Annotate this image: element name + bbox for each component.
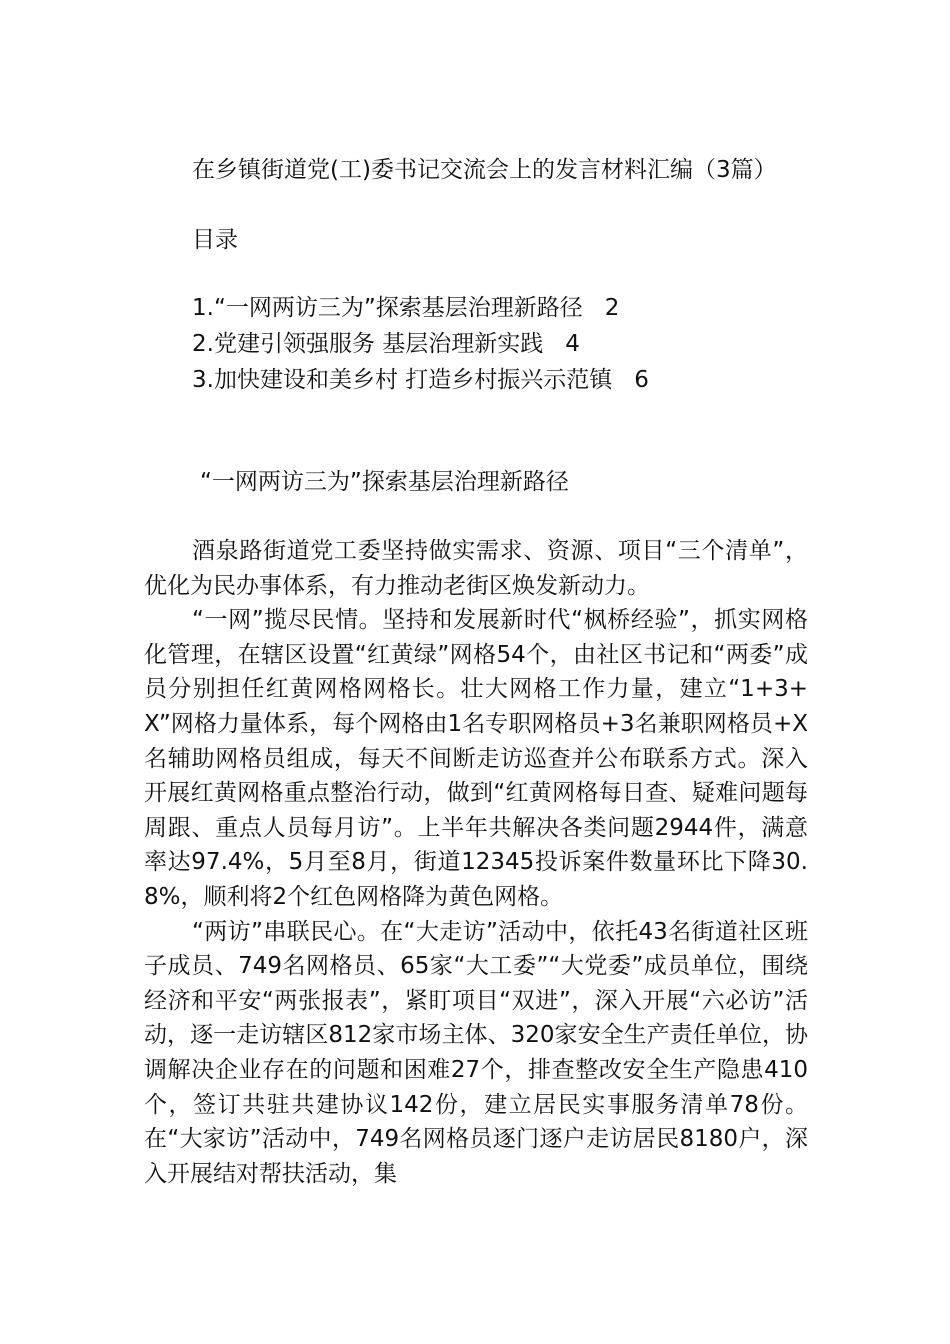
toc-item[interactable] [192,326,649,362]
toc-item-label: 1.“一网两访三为”探索基层治理新路径 [192,295,583,321]
toc-item[interactable] [192,362,649,398]
section-title: “一网两访三为”探索基层治理新路径 [200,469,569,495]
toc-item-page: 2 [604,295,620,321]
body-paragraph-one-network: “一网”揽尽民情。坚持和发展新时代“枫桥经验”，抓实网格化管理，在辖区设置“红黄绿”网格54个，由社区书记和“两委”成员分别担任红黄网格网格长。壮大网格工作力量，建立“1+3+X”网格力量体系，每个网格由1名专职网格员+3名兼职网格员+X名辅助网格员组成，每天不间断走访巡查并公布联系方式。深入开展红黄网格重点整治行动，做到“红黄网格每日查、疑难问题每周跟、重点人员每月访”。上半年共解决各类问题2944件，满意率达97.4%，5月至8月，街道12345投诉案件数量环比下降30.8%，顺利将2个红色网格降为黄色网格。 [144,607,808,910]
document-title: 在乡镇街道党(工)委书记交流会上的发言材料汇编（3篇） [192,157,777,183]
toc-item-page: 4 [565,331,580,357]
body-paragraph-two-visits: “两访”串联民心。在“大走访”活动中，依托43名街道社区班子成员、749名网格员、65家“大工委”“大党委”成员单位，围绕经济和平安“两张报表”，紧盯项目“双进”，深入开展“六必访”活动，逐一走访辖区812家市场主体、320家安全生产责任单位，协调解决企业存在的问题和困难27个，排查整改安全生产隐患410个，签订共驻共建协议142份，建立居民实事服务清单78份。在“大家访”活动中，749名网格员逐门逐户走访居民8180户，深入开展结对帮扶活动，集 [144,918,808,1187]
toc-item[interactable] [192,290,649,326]
body-paragraph-intro: 酒泉路街道党工委坚持做实需求、资源、项目“三个清单”，优化为民办事体系，有力推动老街区焕发新动力。 [144,538,808,599]
table-of-contents [192,290,649,398]
toc-item-page: 6 [634,367,649,393]
toc-heading: 目录 [192,227,238,253]
section-body [144,534,808,1191]
toc-item-label: 3.加快建设和美乡村 打造乡村振兴示范镇 [192,367,613,393]
toc-item-label: 2.党建引领强服务 基层治理新实践 [192,331,544,357]
